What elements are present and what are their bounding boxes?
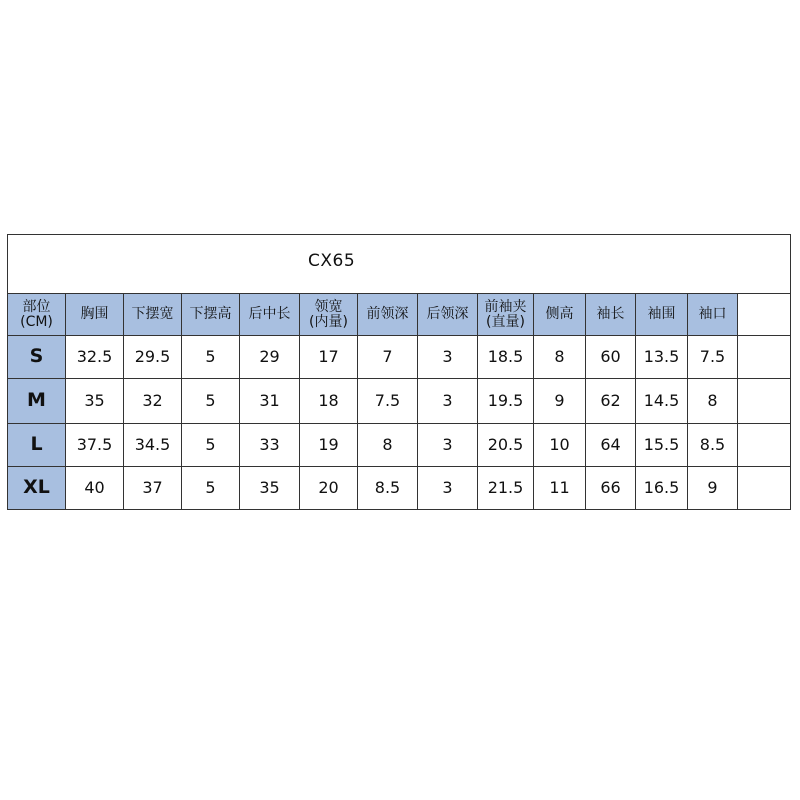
value-cell: 40 — [66, 467, 124, 509]
value-cell: 20 — [300, 467, 358, 509]
value-cell: 8 — [358, 424, 418, 467]
value-cell: 5 — [182, 379, 240, 424]
value-cell: 3 — [418, 379, 478, 424]
value-cell: 8 — [534, 336, 586, 379]
value-cell: 5 — [182, 336, 240, 379]
value-cell: 7.5 — [358, 379, 418, 424]
value-cell: 37 — [124, 467, 182, 509]
value-cell — [738, 424, 790, 467]
value-cell — [738, 467, 790, 509]
header-cell: 后中长 — [240, 294, 300, 336]
value-cell: 20.5 — [478, 424, 534, 467]
value-cell: 3 — [418, 424, 478, 467]
value-cell: 3 — [418, 336, 478, 379]
value-cell: 9 — [688, 467, 738, 509]
title-row — [8, 235, 790, 294]
header-cell: 前领深 — [358, 294, 418, 336]
value-cell: 35 — [240, 467, 300, 509]
header-label: 前袖夹 — [484, 298, 527, 315]
value-cell: 7.5 — [688, 336, 738, 379]
value-cell: 17 — [300, 336, 358, 379]
value-cell: 8 — [688, 379, 738, 424]
header-cell: 下摆宽 — [124, 294, 182, 336]
header-cell: 侧高 — [534, 294, 586, 336]
value-cell: 11 — [534, 467, 586, 509]
size-chart-table — [7, 234, 791, 510]
value-cell: 66 — [586, 467, 636, 509]
header-label: 领宽 — [314, 298, 343, 315]
value-cell: 62 — [586, 379, 636, 424]
value-cell: 21.5 — [478, 467, 534, 509]
value-cell: 60 — [586, 336, 636, 379]
value-cell: 3 — [418, 467, 478, 509]
header-cell — [738, 294, 790, 336]
size-label-cell: L — [8, 424, 66, 467]
header-sublabel: (直量) — [486, 313, 525, 330]
value-cell: 7 — [358, 336, 418, 379]
value-cell: 16.5 — [636, 467, 688, 509]
value-cell: 33 — [240, 424, 300, 467]
value-cell: 29 — [240, 336, 300, 379]
value-cell: 32 — [124, 379, 182, 424]
value-cell: 18 — [300, 379, 358, 424]
value-cell: 18.5 — [478, 336, 534, 379]
header-cell: 袖围 — [636, 294, 688, 336]
header-cell — [478, 294, 534, 336]
value-cell: 29.5 — [124, 336, 182, 379]
size-label-cell: S — [8, 336, 66, 379]
value-cell: 10 — [534, 424, 586, 467]
value-cell: 8.5 — [358, 467, 418, 509]
header-sublabel: (CM) — [20, 313, 53, 330]
value-cell: 19 — [300, 424, 358, 467]
value-cell: 31 — [240, 379, 300, 424]
value-cell: 8.5 — [688, 424, 738, 467]
value-cell: 9 — [534, 379, 586, 424]
size-label-cell: M — [8, 379, 66, 424]
header-cell: 袖长 — [586, 294, 636, 336]
chart-title: CX65 — [308, 251, 356, 271]
value-cell: 19.5 — [478, 379, 534, 424]
size-label-cell: XL — [8, 467, 66, 509]
header-cell — [8, 294, 66, 336]
header-label: 部位 — [22, 298, 51, 315]
header-cell: 袖口 — [688, 294, 738, 336]
value-cell: 64 — [586, 424, 636, 467]
value-cell: 15.5 — [636, 424, 688, 467]
header-cell: 后领深 — [418, 294, 478, 336]
value-cell: 5 — [182, 424, 240, 467]
value-cell: 35 — [66, 379, 124, 424]
header-cell: 胸围 — [66, 294, 124, 336]
value-cell — [738, 336, 790, 379]
value-cell: 13.5 — [636, 336, 688, 379]
value-cell — [738, 379, 790, 424]
value-cell: 37.5 — [66, 424, 124, 467]
header-sublabel: (内量) — [309, 313, 348, 330]
value-cell: 34.5 — [124, 424, 182, 467]
value-cell: 14.5 — [636, 379, 688, 424]
value-cell: 5 — [182, 467, 240, 509]
value-cell: 32.5 — [66, 336, 124, 379]
header-cell — [300, 294, 358, 336]
header-cell: 下摆高 — [182, 294, 240, 336]
